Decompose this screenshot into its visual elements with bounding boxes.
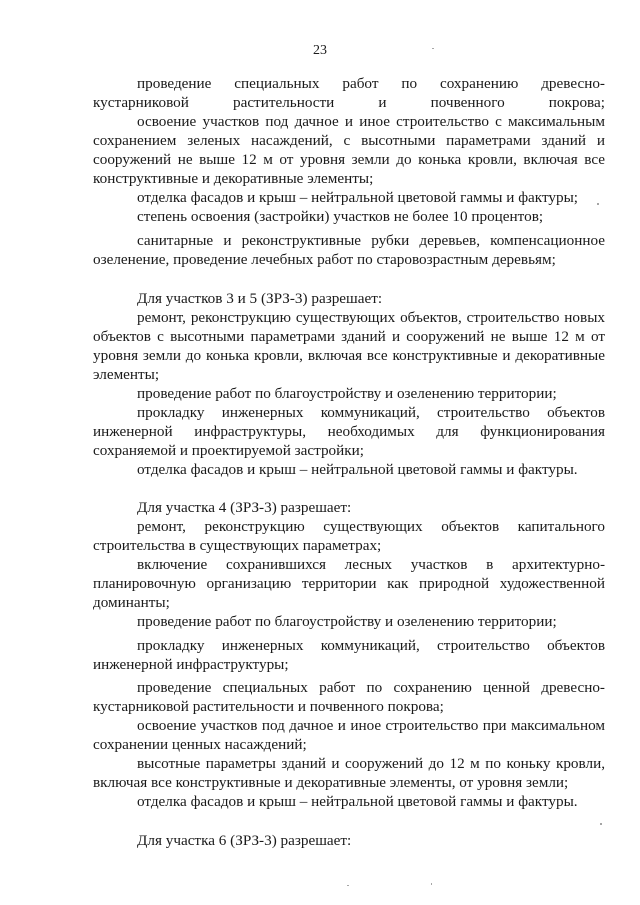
list-item: включение сохранившихся лесных участков в архитектурно-планировочную организацию территории как природной художественной доминанты; — [93, 556, 605, 611]
scan-speck — [347, 885, 349, 886]
list-item: отделка фасадов и крыш – нейтральной цветовой гаммы и фактуры; — [137, 189, 579, 206]
scan-speck — [597, 203, 599, 205]
list-item: освоение участков под дачное и иное строительство при максимальном сохранении ценных насаждений; — [93, 717, 605, 753]
scan-speck — [432, 48, 434, 49]
list-item: проведение специальных работ по сохранению древесно-кустарниковой растительности и почвенного покрова; — [93, 75, 605, 111]
list-item: ремонт, реконструкцию существующих объектов, строительство новых объектов с высотными параметрами зданий и сооружений не выше 12 м от уровня земли до конька кровли, включая все конструктивные и декоративные элементы; — [93, 309, 605, 383]
list-item: высотные параметры зданий и сооружений до 12 м по коньку кровли, включая все конструктивные и декоративные элементы, от уровня земли; — [93, 755, 605, 791]
list-item: проведение работ по благоустройству и озеленению территории; — [137, 613, 557, 630]
section-heading: Для участка 6 (ЗРЗ-3) разрешает: — [137, 832, 352, 849]
page-number: 23 — [313, 43, 327, 58]
list-item: проведение специальных работ по сохранению ценной древесно-кустарниковой растительности и почвенного покрова; — [93, 679, 605, 715]
list-item: санитарные и реконструктивные рубки деревьев, компенсационное озеленение, проведение лечебных работ по старовозрастным деревьям; — [93, 232, 605, 268]
list-item: освоение участков под дачное и иное строительство с максимальным сохранением зеленых насаждений, с высотными параметрами зданий и сооружений не выше 12 м от уровня земли до конька кровли, включая все конструктивные и декоративные элементы; — [93, 113, 605, 187]
list-item: проведение работ по благоустройству и озеленению территории; — [137, 385, 557, 402]
section-heading: Для участка 4 (ЗРЗ-3) разрешает: — [137, 499, 352, 516]
scan-speck — [600, 823, 602, 825]
section-heading: Для участков 3 и 5 (ЗРЗ-3) разрешает: — [137, 290, 383, 307]
list-item: прокладку инженерных коммуникаций, строительство объектов инженерной инфраструктуры; — [93, 637, 605, 673]
list-item: отделка фасадов и крыш – нейтральной цветовой гаммы и фактуры. — [137, 461, 578, 478]
list-item: ремонт, реконструкцию существующих объектов капитального строительства в существующих параметрах; — [93, 518, 605, 554]
list-item: прокладку инженерных коммуникаций, строительство объектов инженерной инфраструктуры, необходимых для функционирования сохраняемой и проектируемой застройки; — [93, 404, 605, 459]
list-item: отделка фасадов и крыш – нейтральной цветовой гаммы и фактуры. — [137, 793, 578, 810]
scan-speck — [431, 883, 432, 885]
list-item: степень освоения (застройки) участков не более 10 процентов; — [137, 208, 544, 225]
